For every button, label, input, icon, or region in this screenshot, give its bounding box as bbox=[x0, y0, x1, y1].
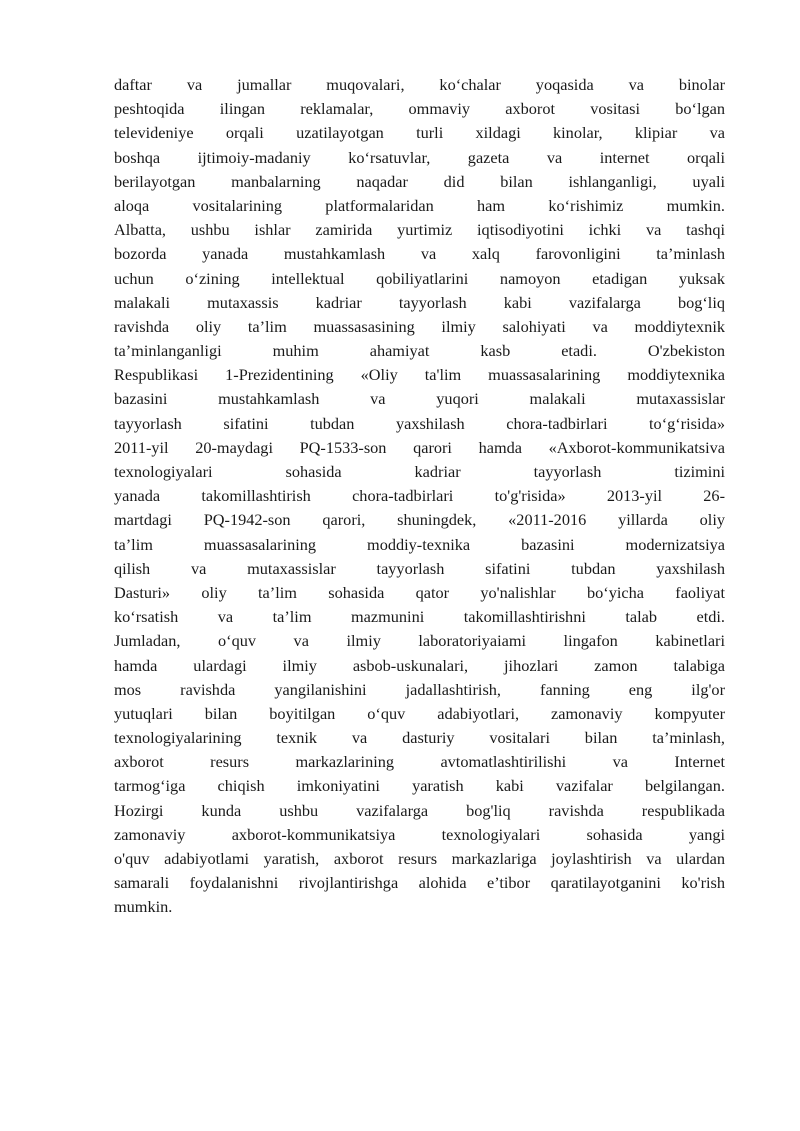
text-line: martdagi PQ-1942-son qarori, shuningdek, «2011-2016 yillarda oliy bbox=[114, 510, 725, 530]
text-line: ko‘rsatish va ta’lim mazmunini takomillashtirishni talab etdi. bbox=[114, 607, 725, 627]
text-line: uchun o‘zining intellektual qobiliyatlarini namoyon etadigan yuksak bbox=[114, 268, 725, 288]
text-line: berilayotgan manbalarning naqadar did bilan ishlanganligi, uyali bbox=[114, 171, 725, 191]
text-line: Respublikasi 1-Prezidentining «Oliy ta'lim muassasalarining moddiytexnika bbox=[114, 365, 725, 385]
text-line: texnologiyalarining texnik va dasturiy vositalari bilan ta’minlash, bbox=[114, 728, 725, 748]
text-line: ravishda oliy ta’lim muassasasining ilmiy salohiyati va moddiytexnik bbox=[114, 316, 725, 336]
text-line: ta’minlanganligi muhim ahamiyat kasb etadi. O'zbekiston bbox=[114, 341, 725, 361]
text-line: tarmog‘iga chiqish imkoniyatini yaratish kabi vazifalar belgilangan. bbox=[114, 776, 725, 796]
text-line: yutuqlari bilan boyitilgan o‘quv adabiyotlari, zamonaviy kompyuter bbox=[114, 703, 725, 723]
text-line: qilish va mutaxassislar tayyorlash sifatini tubdan yaxshilash bbox=[114, 558, 725, 578]
body-text bbox=[114, 73, 725, 920]
text-line: mumkin. bbox=[114, 897, 173, 917]
text-line: yanada takomillashtirish chora-tadbirlari to'g'risida» 2013-yil 26- bbox=[114, 486, 725, 506]
text-line: o'quv adabiyotlami yaratish, axborot resurs markazlariga joylashtirish va ulardan bbox=[114, 849, 725, 868]
text-line: malakali mutaxassis kadriar tayyorlash kabi vazifalarga bog‘liq bbox=[114, 292, 725, 312]
text-line: Hozirgi kunda ushbu vazifalarga bog'liq ravishda respublikada bbox=[114, 800, 725, 820]
text-line: peshtoqida ilingan reklamalar, ommaviy axborot vositasi bo‘lgan bbox=[114, 99, 725, 119]
text-line: Albatta, ushbu ishlar zamirida yurtimiz iqtisodiyotini ichki va tashqi bbox=[114, 220, 725, 240]
text-line: mos ravishda yangilanishini jadallashtirish, fanning eng ilg'or bbox=[114, 679, 725, 699]
text-line: zamonaviy axborot-kommunikatsiya texnologiyalari sohasida yangi bbox=[114, 824, 725, 844]
text-line: 2011-yil 20-maydagi PQ-1533-son qarori hamda «Axborot-kommunikatsiva bbox=[114, 437, 725, 457]
text-line: ta’lim muassasalarining moddiy-texnika bazasini modernizatsiya bbox=[114, 534, 725, 554]
text-line: texnologiyalari sohasida kadriar tayyorlash tizimini bbox=[114, 462, 725, 481]
text-line: bozorda yanada mustahkamlash va xalq farovonligini ta’minlash bbox=[114, 244, 725, 264]
text-line: televideniye orqali uzatilayotgan turli xildagi kinolar, klipiar va bbox=[114, 123, 725, 143]
text-line: Jumladan, o‘quv va ilmiy laboratoriyaiami lingafon kabinetlari bbox=[114, 631, 725, 651]
text-line: hamda ulardagi ilmiy asbob-uskunalari, jihozlari zamon talabiga bbox=[114, 655, 725, 675]
text-line: tayyorlash sifatini tubdan yaxshilash chora-tadbirlari to‘g‘risida» bbox=[114, 413, 725, 433]
text-line: aloqa vositalarining platformalaridan ham ko‘rishimiz mumkin. bbox=[114, 195, 725, 215]
text-line: boshqa ijtimoiy-madaniy ko‘rsatuvlar, gazeta va internet orqali bbox=[114, 147, 725, 167]
text-line: samarali foydalanishni rivojlantirishga alohida e’tibor qaratilayotganini ko'rish bbox=[114, 873, 725, 893]
text-line: Dasturi» oliy ta’lim sohasida qator yo'nalishlar bo‘yicha faoliyat bbox=[114, 582, 725, 602]
text-line: axborot resurs markazlarining avtomatlashtirilishi va Internet bbox=[114, 752, 725, 772]
text-line: bazasini mustahkamlash va yuqori malakali mutaxassislar bbox=[114, 389, 725, 409]
text-line: daftar va jumallar muqovalari, ko‘chalar yoqasida va binolar bbox=[114, 75, 725, 94]
